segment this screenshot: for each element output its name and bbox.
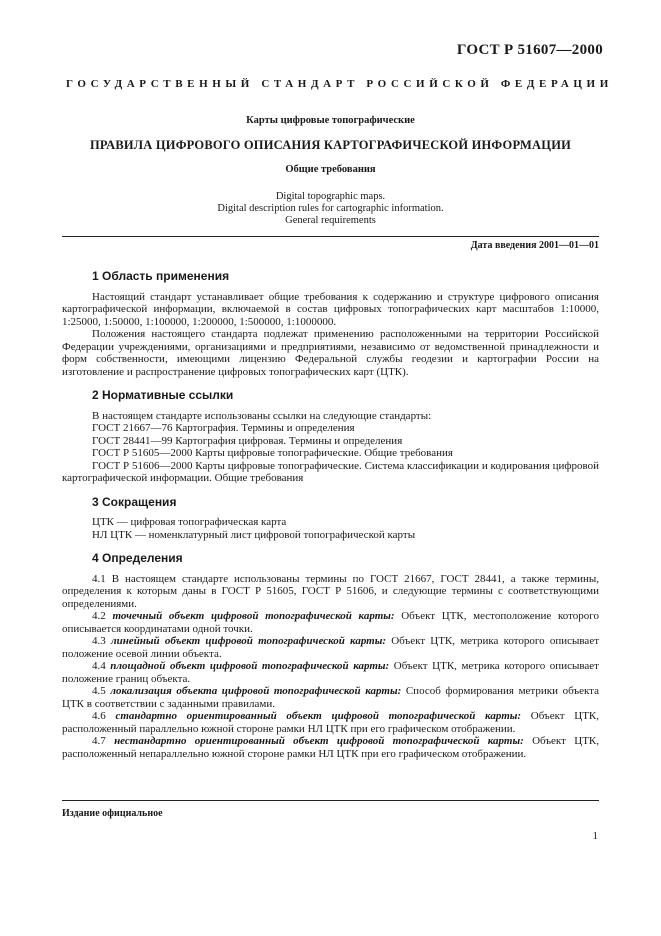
definition-4-4 xyxy=(62,660,599,685)
effective-date: Дата введения 2001—01—01 xyxy=(470,240,599,251)
state-standard-heading: ГОСУДАРСТВЕННЫЙ СТАНДАРТ РОССИЙСКОЙ ФЕДЕРАЦИИ xyxy=(66,78,613,90)
section-1-heading: 1 Область применения xyxy=(92,269,230,283)
official-edition-label: Издание официальное xyxy=(62,808,163,819)
page-number: 1 xyxy=(592,830,598,842)
definition-text: Способ формирования метрики объекта ЦТК в соответствии с заданными правилами. xyxy=(62,685,599,710)
definition-text: Объект ЦТК, расположенный непараллельно южной стороне рамки НЛ ЦТК при его графическом отображении. xyxy=(62,735,600,760)
abbreviation-item: ЦТК — цифровая топографическая карта xyxy=(92,516,287,528)
bottom-divider xyxy=(62,800,599,801)
definition-4-5 xyxy=(62,685,599,710)
definition-text: Объект ЦТК, метрика которого описывает положение осевой линии объекта. xyxy=(62,635,600,660)
english-title-line-1: Digital topographic maps. xyxy=(275,191,386,202)
reference-item: ГОСТ Р 51606—2000 Карты цифровые топографические. Система классификации и кодирования цифровой картографической информации. Общие требования xyxy=(62,459,599,484)
definition-number: 4.5 xyxy=(92,685,106,697)
section-2-intro: В настоящем стандарте использованы ссылки на следующие стандарты: xyxy=(92,409,432,422)
definition-4-7 xyxy=(62,735,599,760)
definition-text: Объект ЦТК, местоположение которого описывается координатами одной точки. xyxy=(62,610,600,635)
definition-4-2 xyxy=(62,610,599,635)
definition-number: 4.7 xyxy=(92,735,106,747)
general-requirements-title: Общие требования xyxy=(285,164,376,175)
definition-number: 4.2 xyxy=(92,610,106,622)
definition-text: Объект ЦТК, расположенный параллельно южной стороне рамки НЛ ЦТК при его графическом отображении. xyxy=(62,710,600,735)
section-4-heading: 4 Определения xyxy=(92,551,183,565)
term-nonstandard-oriented-object: нестандартно ориентированный объект цифровой топографической карты: xyxy=(114,735,524,747)
definition-4-6 xyxy=(62,710,599,735)
section-3-heading: 3 Сокращения xyxy=(92,494,177,509)
english-title-line-2: Digital description rules for cartographic information. xyxy=(217,203,444,214)
definition-4-3 xyxy=(62,635,599,660)
definition-number: 4.4 xyxy=(92,660,106,672)
subtitle-ru: Карты цифровые топографические xyxy=(246,115,415,126)
english-title-line-3: General requirements xyxy=(285,215,376,226)
definition-number: 4.3 xyxy=(92,635,106,647)
term-standard-oriented-object: стандартно ориентированный объект цифровой топографической карты: xyxy=(115,710,522,722)
section-1-paragraph-2: Положения настоящего стандарта подлежат применению расположенными на территории Российской Федерации учреждениями, организациями и предприятиями, независимо от ведомственной принадлежности и форм собственности, имеющими лицензию Федеральной службы геодезии и картографии России на изготовление и распространение цифровых топографических карт (ЦТК). xyxy=(62,328,599,378)
term-object-localization: локализация объекта цифровой топографической карты: xyxy=(110,685,402,697)
main-title: ПРАВИЛА ЦИФРОВОГО ОПИСАНИЯ КАРТОГРАФИЧЕСКОЙ ИНФОРМАЦИИ xyxy=(89,138,572,152)
document-body xyxy=(62,270,599,760)
term-linear-object: линейный объект цифровой топографической карты: xyxy=(110,635,387,647)
reference-item: ГОСТ Р 51605—2000 Карты цифровые топографические. Общие требования xyxy=(92,447,453,459)
definition-4-1: 4.1 В настоящем стандарте использованы термины по ГОСТ 21667, ГОСТ 28441, а также термины, определения к которым даны в ГОСТ Р 51605, ГОСТ Р 51606, и следующие термины с соответствующими определениями. xyxy=(62,572,599,610)
gost-number: ГОСТ Р 51607—2000 xyxy=(456,42,603,58)
section-2-heading: 2 Нормативные ссылки xyxy=(92,388,234,402)
english-title xyxy=(60,191,601,227)
section-1-paragraph-1: Настоящий стандарт устанавливает общие требования к содержанию и структуре цифрового описания картографической информации, включаемой в состав цифровых топографических карт масштабов 1:10000, 1:25000, 1:50000, 1:100000, 1:200000, 1:500000, 1:1000000. xyxy=(62,290,599,328)
definition-text: Объект ЦТК, метрика которого описывает положение границ объекта. xyxy=(62,660,599,685)
term-point-object: точечный объект цифровой топографической карты: xyxy=(112,610,395,622)
reference-item: ГОСТ 28441—99 Картография цифровая. Термины и определения xyxy=(92,434,403,447)
definition-number: 4.6 xyxy=(92,710,106,722)
term-area-object: площадной объект цифровой топографической карты: xyxy=(110,660,390,672)
abbreviation-item: НЛ ЦТК — номенклатурный лист цифровой топографической карты xyxy=(92,528,416,541)
top-divider xyxy=(62,236,599,237)
reference-item: ГОСТ 21667—76 Картография. Термины и определения xyxy=(92,422,355,434)
